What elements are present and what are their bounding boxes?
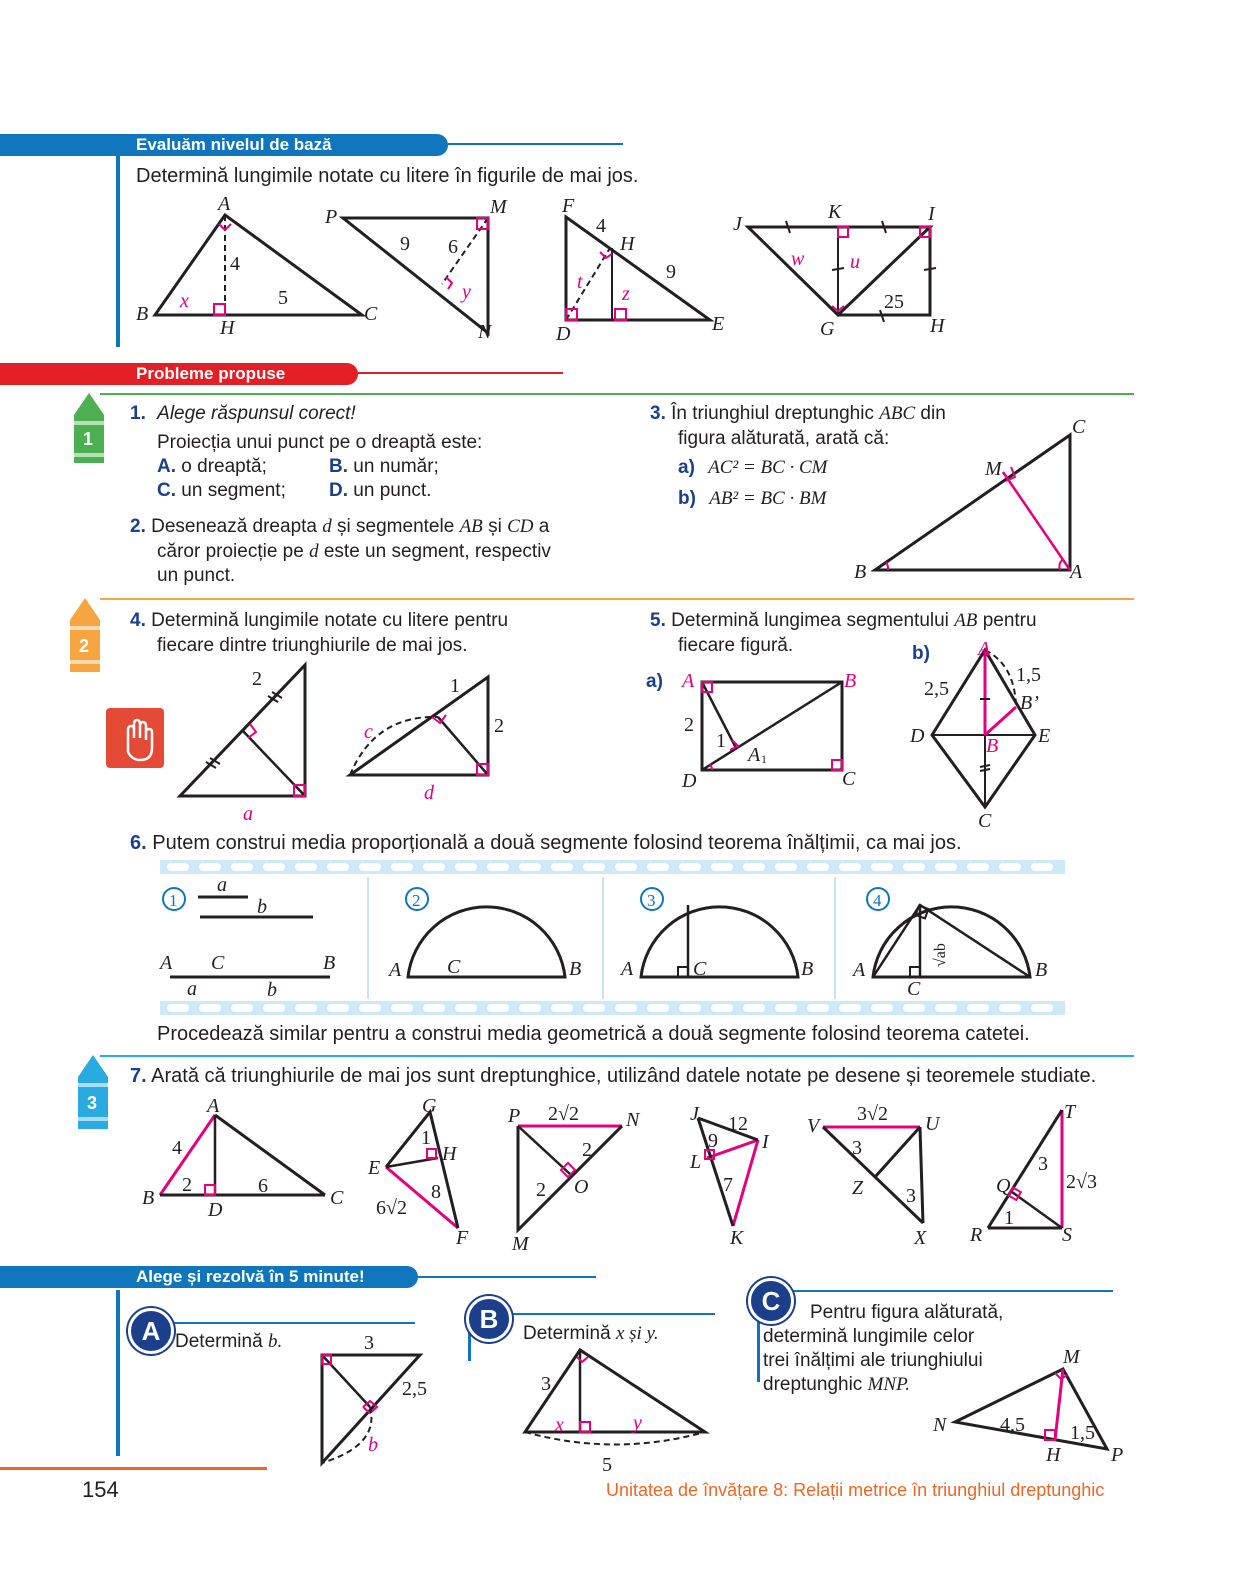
svg-text:6√2: 6√2 xyxy=(376,1197,407,1219)
basic-figure-3 xyxy=(555,195,724,345)
svg-text:√ab: √ab xyxy=(932,943,949,967)
problem-4-line-2: fiecare dintre triunghiurile de mai jos. xyxy=(157,635,468,656)
svg-text:F: F xyxy=(562,195,575,217)
svg-text:9: 9 xyxy=(666,261,676,283)
quick-b-text: Determină x și y. xyxy=(523,1323,659,1344)
quick-a-figure xyxy=(300,1325,450,1475)
svg-text:E: E xyxy=(1038,725,1051,747)
svg-text:E: E xyxy=(368,1157,381,1179)
header-rule xyxy=(358,372,563,374)
level-label: 3 xyxy=(87,1093,98,1113)
svg-text:Z: Z xyxy=(852,1177,864,1199)
basic-figure-2 xyxy=(324,196,508,343)
svg-text:B: B xyxy=(1035,959,1048,981)
problem-3-figure xyxy=(840,410,1100,590)
problem-7-figure-rqst xyxy=(969,1101,1097,1246)
problem-1-option-a: A. o dreaptă; xyxy=(157,456,267,477)
basic-figure-1 xyxy=(136,193,378,339)
svg-text:Q: Q xyxy=(996,1175,1011,1197)
svg-text:B: B xyxy=(142,1187,155,1209)
section-basic-title: Evaluăm nivelul de bază xyxy=(136,135,332,154)
step-3 xyxy=(619,888,813,980)
svg-text:C: C xyxy=(842,768,856,790)
problem-5-line-1: 5. Determină lungimea segmentului AB pentru xyxy=(650,610,1037,631)
step-label: 2 xyxy=(412,891,421,910)
svg-text:a: a xyxy=(187,978,197,1000)
problem-5-label-a: a) xyxy=(646,671,663,692)
problem-5-line-2: fiecare figură. xyxy=(678,635,794,656)
basic-figures xyxy=(0,190,1240,350)
section-basic-header xyxy=(0,134,448,156)
svg-text:w: w xyxy=(791,248,805,270)
svg-text:C: C xyxy=(907,978,921,1000)
step-label: 1 xyxy=(169,891,178,910)
section-quick-header xyxy=(0,1266,418,1288)
svg-text:25: 25 xyxy=(884,291,904,313)
header-rule xyxy=(418,1276,596,1278)
svg-text:3√2: 3√2 xyxy=(857,1103,888,1125)
problem-7-figure-pnmo xyxy=(507,1103,641,1255)
svg-text:4: 4 xyxy=(596,215,606,237)
quick-a-rule xyxy=(170,1322,415,1324)
svg-text:M: M xyxy=(512,1233,529,1255)
svg-text:c: c xyxy=(364,721,373,743)
svg-text:V: V xyxy=(807,1115,820,1137)
svg-text:H: H xyxy=(930,315,945,337)
header-rule xyxy=(448,143,623,145)
problem-1-option-c: C. un segment; xyxy=(157,480,286,501)
svg-text:B: B xyxy=(136,303,149,325)
section-quick-title: Alege și rezolvă în 5 minute! xyxy=(136,1267,365,1286)
svg-text:A: A xyxy=(207,1095,220,1117)
svg-text:R: R xyxy=(970,1224,983,1246)
svg-text:P: P xyxy=(325,206,338,228)
problem-2-line-1: 2. Desenează dreapta d și segmentele AB și CD a xyxy=(130,516,550,537)
svg-text:B: B xyxy=(569,958,582,980)
svg-text:2: 2 xyxy=(684,714,694,736)
svg-text:9: 9 xyxy=(708,1130,718,1152)
quick-c-line-1: Pentru figura alăturată, xyxy=(810,1302,1004,1323)
step-4 xyxy=(851,888,1047,1000)
svg-text:1: 1 xyxy=(421,1127,431,1149)
svg-text:y: y xyxy=(462,281,471,303)
svg-text:X: X xyxy=(914,1227,927,1249)
svg-text:B: B xyxy=(323,952,336,974)
level-3-crayon-icon xyxy=(76,1055,110,1135)
problem-4-line-1: 4. Determină lungimile notate cu litere pentru xyxy=(130,610,509,631)
svg-text:C: C xyxy=(978,810,992,832)
problem-5-figure-b xyxy=(909,638,1050,832)
svg-text:u: u xyxy=(850,251,860,273)
svg-text:H: H xyxy=(620,233,635,255)
svg-text:5: 5 xyxy=(278,287,288,309)
svg-text:x: x xyxy=(180,290,189,312)
svg-text:1,5: 1,5 xyxy=(1070,1422,1095,1444)
svg-text:z: z xyxy=(622,283,630,305)
svg-text:B: B xyxy=(986,735,999,757)
svg-text:C: C xyxy=(1072,416,1086,438)
svg-text:H: H xyxy=(1046,1444,1061,1466)
problem-1-option-d: D. un punct. xyxy=(329,480,432,501)
svg-text:7: 7 xyxy=(723,1174,733,1196)
svg-text:K: K xyxy=(730,1227,744,1249)
svg-text:F: F xyxy=(456,1227,469,1249)
svg-text:y: y xyxy=(633,1412,642,1434)
svg-text:12: 12 xyxy=(728,1113,748,1135)
problem-4-figures xyxy=(160,660,530,830)
problem-2-line-2: căror proiecție pe d este un segment, respectiv xyxy=(157,541,551,562)
level-1-crayon-icon xyxy=(72,393,106,473)
svg-text:4,5: 4,5 xyxy=(1000,1414,1025,1436)
svg-text:1: 1 xyxy=(761,752,767,766)
svg-text:N: N xyxy=(933,1414,947,1436)
svg-text:C: C xyxy=(447,956,461,978)
svg-text:2,5: 2,5 xyxy=(402,1378,427,1400)
quick-a-badge: A xyxy=(128,1308,174,1354)
svg-text:B: B xyxy=(844,670,857,692)
quick-c-line-2: determină lungimile celor xyxy=(763,1326,975,1347)
svg-text:S: S xyxy=(1062,1224,1072,1246)
svg-text:D: D xyxy=(208,1199,223,1221)
svg-text:A: A xyxy=(218,193,231,215)
quick-b-badge: B xyxy=(466,1296,512,1342)
hand-touch-icon[interactable] xyxy=(106,708,164,768)
svg-text:b: b xyxy=(368,1434,378,1456)
svg-text:A: A xyxy=(389,959,402,981)
svg-text:M: M xyxy=(1063,1346,1080,1368)
section-proposed-header xyxy=(0,363,358,385)
svg-text:6: 6 xyxy=(448,236,458,258)
svg-text:J: J xyxy=(690,1103,699,1125)
svg-text:T: T xyxy=(1064,1101,1076,1123)
svg-text:A: A xyxy=(853,959,866,981)
svg-text:3: 3 xyxy=(906,1185,916,1207)
svg-text:M: M xyxy=(985,458,1002,480)
svg-text:3: 3 xyxy=(1038,1153,1048,1175)
svg-text:A: A xyxy=(682,670,695,692)
section-quick-bar xyxy=(116,1290,120,1456)
svg-text:N: N xyxy=(478,321,492,343)
svg-text:b: b xyxy=(267,979,277,1001)
problem-4-figure-a xyxy=(180,665,305,825)
level-1-rule xyxy=(100,393,1134,395)
svg-text:K: K xyxy=(828,201,842,223)
svg-text:L: L xyxy=(690,1151,702,1173)
svg-text:3: 3 xyxy=(852,1137,862,1159)
svg-text:A: A xyxy=(160,952,173,974)
quick-a-text: Determină b. xyxy=(175,1331,283,1352)
section-proposed-title: Probleme propuse xyxy=(136,364,286,383)
svg-text:t: t xyxy=(577,271,583,293)
svg-text:N: N xyxy=(626,1109,640,1131)
svg-text:B: B xyxy=(801,958,814,980)
svg-text:C: C xyxy=(693,958,707,980)
svg-text:4: 4 xyxy=(230,253,240,275)
svg-text:2: 2 xyxy=(252,668,262,690)
problem-6-after: Procedează similar pentru a construi media geometrică a două segmente folosind teorema catetei. xyxy=(157,1023,1030,1045)
svg-text:A: A xyxy=(621,958,634,980)
svg-text:2: 2 xyxy=(536,1179,546,1201)
level-3-rule xyxy=(100,1055,1134,1057)
problem-3-eq-b: b) AB² = BC · BM xyxy=(678,488,827,509)
svg-text:A: A xyxy=(1070,561,1083,583)
problem-7-figure-vuzx xyxy=(807,1103,941,1249)
problem-6-figures xyxy=(155,855,1070,1020)
svg-text:D: D xyxy=(910,725,925,747)
svg-text:d: d xyxy=(424,782,434,804)
problem-1-title: 1. Alege răspunsul corect! xyxy=(130,403,356,424)
quick-c-rule xyxy=(790,1290,1113,1292)
quick-c-line-4: dreptunghic MNP. xyxy=(763,1374,910,1395)
step-label: 4 xyxy=(873,891,882,910)
svg-text:2√3: 2√3 xyxy=(1066,1171,1097,1193)
footer-unit: Unitatea de învățare 8: Relații metrice în triunghiul dreptunghic xyxy=(606,1480,1105,1500)
svg-text:G: G xyxy=(422,1095,437,1117)
problem-3-line-2: figura alăturată, arată că: xyxy=(678,428,890,449)
svg-text:2,5: 2,5 xyxy=(924,678,949,700)
svg-text:A: A xyxy=(978,638,991,660)
svg-text:8: 8 xyxy=(431,1181,441,1203)
problem-5-label-b: b) xyxy=(912,643,930,664)
problem-4-figure-b xyxy=(350,675,504,804)
svg-text:H: H xyxy=(220,317,235,339)
problem-5-figures xyxy=(660,635,1100,835)
problem-7-figure-abc xyxy=(142,1095,344,1221)
svg-text:1,5: 1,5 xyxy=(1016,664,1041,686)
svg-text:I: I xyxy=(762,1131,769,1153)
svg-text:1: 1 xyxy=(1004,1207,1014,1229)
svg-text:C: C xyxy=(330,1187,344,1209)
level-label: 2 xyxy=(79,636,90,656)
quick-c-figure xyxy=(925,1345,1135,1470)
svg-text:5: 5 xyxy=(602,1454,612,1475)
svg-text:B’: B’ xyxy=(1020,692,1039,714)
svg-text:2: 2 xyxy=(182,1174,192,1196)
svg-text:D: D xyxy=(556,323,571,345)
svg-text:E: E xyxy=(712,313,725,335)
svg-text:J: J xyxy=(733,213,742,235)
quick-b-figure xyxy=(515,1345,715,1475)
basic-instruction: Determină lungimile notate cu litere în figurile de mai jos. xyxy=(136,165,639,187)
svg-text:a: a xyxy=(217,874,227,896)
svg-text:I: I xyxy=(928,203,935,225)
svg-text:P: P xyxy=(1111,1444,1124,1466)
svg-text:P: P xyxy=(508,1105,521,1127)
svg-text:a: a xyxy=(243,803,253,825)
footer-rule xyxy=(0,1467,267,1470)
svg-text:2√2: 2√2 xyxy=(548,1103,579,1125)
svg-text:4: 4 xyxy=(172,1137,182,1159)
problem-1-text: Proiecția unui punct pe o dreaptă este: xyxy=(157,432,483,453)
quick-c-line-3: trei înălțimi ale triunghiului xyxy=(763,1350,983,1371)
svg-text:b: b xyxy=(257,896,267,918)
svg-text:O: O xyxy=(574,1176,589,1198)
step-1 xyxy=(158,874,335,1001)
basic-figure-4 xyxy=(733,201,946,340)
svg-text:H: H xyxy=(442,1143,457,1165)
problem-7-figures xyxy=(130,1090,1130,1260)
svg-text:3: 3 xyxy=(364,1332,374,1354)
level-label: 1 xyxy=(83,429,94,449)
problem-7-figure-jlik xyxy=(689,1103,770,1249)
svg-text:x: x xyxy=(555,1414,564,1436)
problem-2-line-3: un punct. xyxy=(157,565,236,586)
step-2 xyxy=(387,888,581,981)
svg-text:6: 6 xyxy=(258,1175,268,1197)
level-2-rule xyxy=(100,598,1134,600)
svg-text:2: 2 xyxy=(582,1139,592,1161)
problem-7-text: 7. Arată că triunghiurile de mai jos sunt dreptunghice, utilizând datele notate pe desene și teoremele studiate. xyxy=(130,1065,1097,1087)
problem-3-eq-a: a) AC² = BC · CM xyxy=(678,457,828,478)
svg-text:C: C xyxy=(364,303,378,325)
problem-1-option-b: B. un număr; xyxy=(329,456,439,477)
svg-text:1: 1 xyxy=(716,730,726,752)
level-2-crayon-icon xyxy=(68,598,102,678)
problem-5-figure-a xyxy=(680,670,856,792)
problem-6-text: 6. Putem construi media proporțională a două segmente folosind teorema înălțimii, ca mai jos. xyxy=(130,832,962,854)
svg-text:2: 2 xyxy=(494,715,504,737)
problem-7-figure-efgh xyxy=(367,1095,469,1249)
svg-text:C: C xyxy=(211,952,225,974)
svg-text:9: 9 xyxy=(400,233,410,255)
problem-3-line-1: 3. În triunghiul dreptunghic ABC din xyxy=(650,403,946,424)
svg-text:B: B xyxy=(854,561,867,583)
quick-c-badge: C xyxy=(748,1278,794,1324)
svg-text:M: M xyxy=(490,196,507,218)
svg-text:A: A xyxy=(748,744,761,766)
svg-text:D: D xyxy=(682,770,697,792)
svg-text:1: 1 xyxy=(450,675,460,697)
svg-text:U: U xyxy=(925,1113,940,1135)
page-number: 154 xyxy=(82,1477,119,1502)
svg-text:G: G xyxy=(820,318,835,340)
step-label: 3 xyxy=(647,891,656,910)
svg-text:3: 3 xyxy=(541,1373,551,1395)
